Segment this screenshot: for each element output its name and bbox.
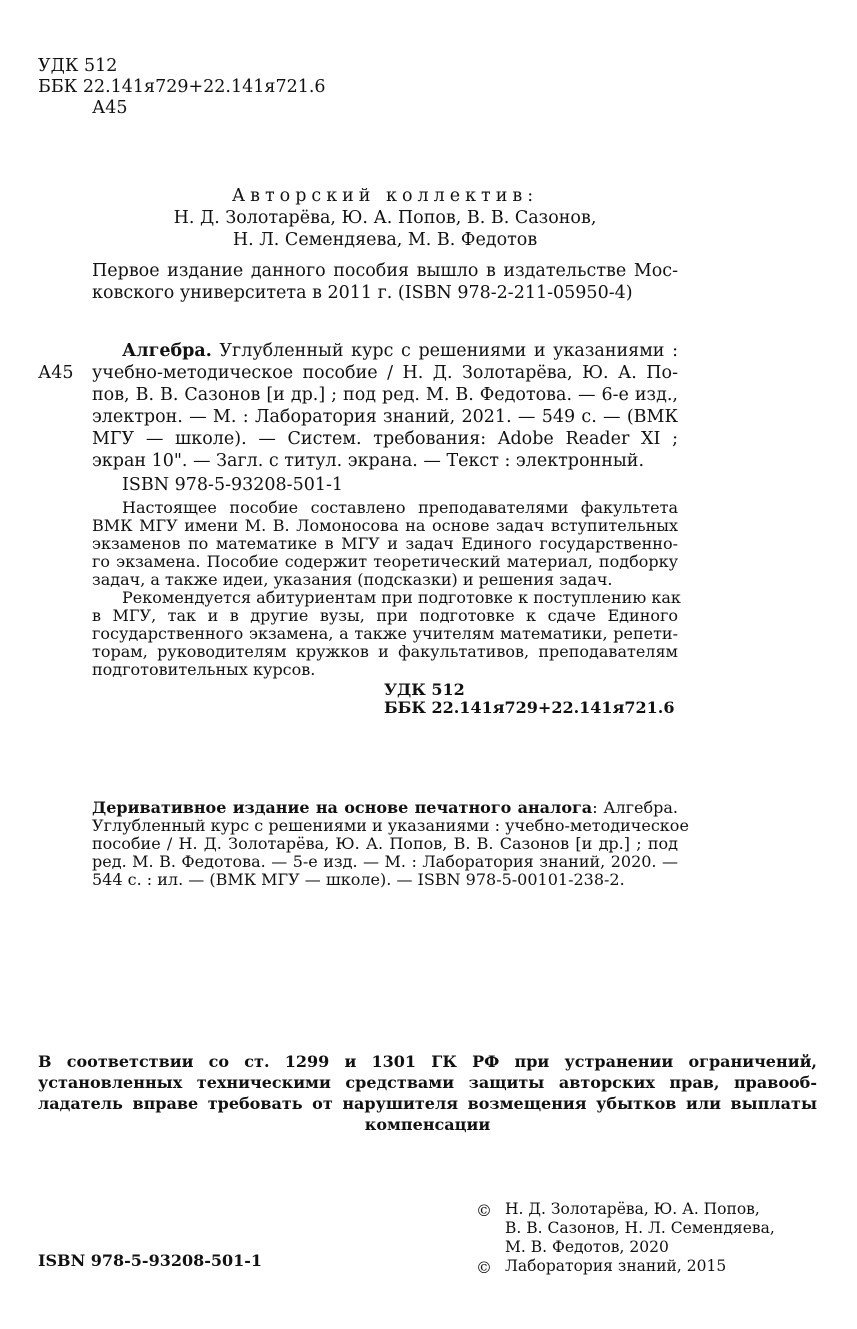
bbk-code: ББК 22.141я729+22.141я721.6 (38, 77, 326, 97)
bib-margin-sign: А45 (38, 363, 74, 383)
legal-line-1: В соответствии со ст. 1299 и 1301 ГК РФ при устранении ограничений, (38, 1052, 817, 1071)
annotation-line-7: в МГУ, так и в другие вузы, при подготовке к сдаче Единого (92, 606, 678, 625)
bib-title: Алгебра. (122, 341, 212, 361)
legal-line-3: ладатель вправе требовать от нарушителя возмещения убытков или выплаты (38, 1094, 817, 1113)
annotation-line-3: экзаменов по математике в МГУ и задач Единого государственно- (92, 534, 678, 553)
bib-line-6: экран 10". — Загл. с титул. экрана. — Текст : электронный. (92, 451, 645, 471)
udk-code: УДК 512 (38, 56, 118, 76)
derivative-line-2: Углубленный курс с решениями и указаниями : учебно-методическое (92, 816, 689, 835)
first-edition-line-2: ковского университета в 2011 г. (ISBN 978-2-211-05950-4) (92, 283, 633, 303)
derivative-line-4: ред. М. В. Федотова. — 5-е изд. — М. : Лаборатория знаний, 2020. — (92, 852, 678, 871)
bib-line-2: учебно-методическое пособие / Н. Д. Золотарёва, Ю. А. По- (92, 363, 678, 383)
authors-line-2: Н. Л. Семендяева, М. В. Федотов (232, 230, 538, 250)
authors-heading: Авторский коллектив: (231, 186, 539, 206)
bib-isbn: ISBN 978-5-93208-501-1 (122, 475, 344, 495)
authors-line-1: Н. Д. Золотарёва, Ю. А. Попов, В. В. Сазонов, (173, 208, 597, 228)
annotation-bbk: ББК 22.141я729+22.141я721.6 (384, 698, 675, 717)
annotation-line-10: подготовительных курсов. (92, 660, 316, 679)
annotation-line-8: государственного экзамена, а также учителям математики, репети- (92, 624, 678, 643)
annotation-line-1: Настоящее пособие составлено преподавателями факультета (122, 498, 678, 517)
derivative-line-5: 544 с. : ил. — (ВМК МГУ — школе). — ISBN 978-5-00101-238-2. (92, 870, 625, 889)
footer-isbn: ISBN 978-5-93208-501-1 (38, 1251, 263, 1270)
annotation-line-6: Рекомендуется абитуриентам при подготовке к поступлению как (122, 588, 681, 607)
copyright-authors-line-3: М. В. Федотов, 2020 (505, 1238, 669, 1256)
annotation-line-2: ВМК МГУ имени М. В. Ломоносова на основе задач вступительных (92, 516, 678, 535)
derivative-line-3: пособие / Н. Д. Золотарёва, Ю. А. Попов, В. В. Сазонов [и др.] ; под (92, 834, 678, 853)
bib-line-1 (122, 340, 678, 362)
copyright-authors-line-1: Н. Д. Золотарёва, Ю. А. Попов, (505, 1200, 760, 1218)
bib-line-3: пов, В. В. Сазонов [и др.] ; под ред. М. В. Федотова. — 6-е изд., (92, 385, 678, 405)
annotation-line-5: задач, а также идеи, указания (подсказки) и решения задач. (92, 570, 613, 589)
annotation-udk: УДК 512 (384, 680, 465, 699)
copyright-authors-line-2: В. В. Сазонов, Н. Л. Семендяева, (505, 1219, 775, 1237)
first-edition-line-1: Первое издание данного пособия вышло в издательстве Мос- (92, 261, 678, 281)
author-sign: А45 (92, 98, 128, 118)
copyright-icon: © (476, 1258, 492, 1277)
legal-line-2: установленных техническими средствами защиты авторских прав, правооб- (38, 1073, 817, 1092)
annotation-line-9: торам, руководителям кружков и факультативов, преподавателям (92, 642, 678, 661)
bib-line-4: электрон. — М. : Лаборатория знаний, 2021. — 549 с. — (ВМК (92, 407, 678, 427)
bib-line-5: МГУ — школе). — Систем. требования: Adobe Reader XI ; (92, 429, 678, 449)
copyright-icon: © (476, 1201, 492, 1220)
bib-title-rest: Углубленный курс с решениями и указаниями : (211, 341, 678, 361)
derivative-label: Деривативное издание на основе печатного аналога (92, 798, 593, 817)
copyright-publisher: Лаборатория знаний, 2015 (505, 1257, 727, 1275)
derivative-label-rest: : Алгебра. (592, 798, 679, 817)
legal-line-4: компенсации (364, 1115, 491, 1134)
annotation-line-4: го экзамена. Пособие содержит теоретический материал, подборку (92, 552, 678, 571)
